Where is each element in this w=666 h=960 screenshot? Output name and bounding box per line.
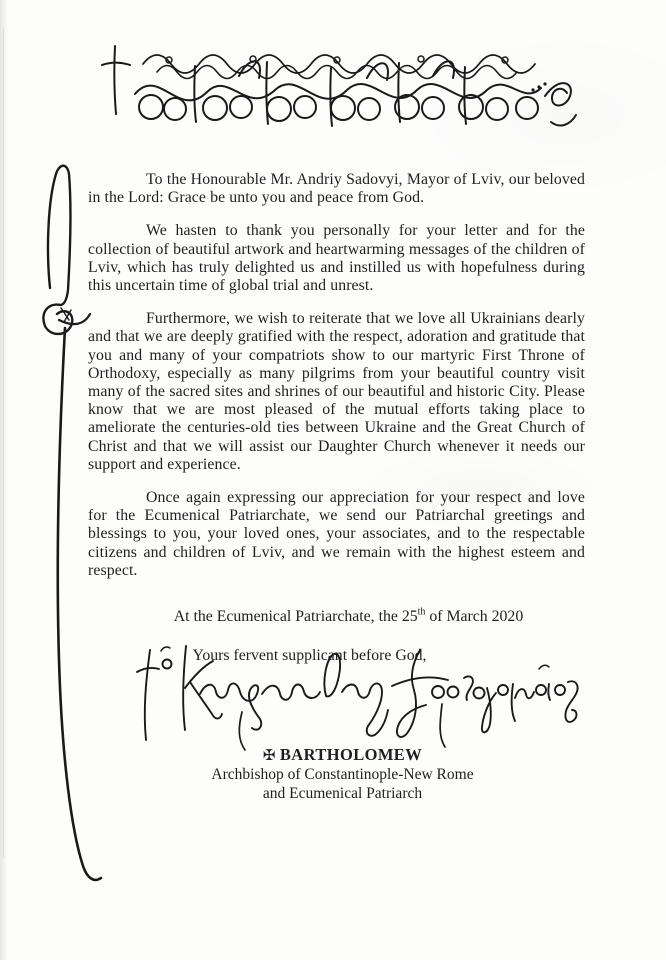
dateline <box>88 607 585 626</box>
dateline-suffix: of March 2020 <box>425 608 524 626</box>
letter-body <box>88 171 585 803</box>
cross-icon: ✠ <box>262 748 276 765</box>
patriarchal-calligraphy-letterhead <box>98 36 578 132</box>
signatory-name <box>100 745 585 766</box>
signatory-title-line-1: Archbishop of Constantinople-New Rome <box>211 766 474 784</box>
letter-paragraph-2: We hasten to thank you personally for your letter and for the collection of beautiful artwork and heartwarming messages of the children of Lviv, which has truly delighted us and instilled us with hopefulness during this uncertain time of global trial and unrest. <box>88 222 585 295</box>
letter-paragraph-3: Furthermore, we wish to reiterate that we love all Ukrainians dearly and that we are deeply gratified with the respect, adoration and gratitude that you and many of your compatriots show to our martyric First Throne of Orthodoxy, especially as many pilgrims from your beautiful country visit many of the sacred sites and shrines of our beautiful and historic City. Please know that we are most pleased of the mutual efforts taking place to ameliorate the centuries-old ties between Ukraine and the Great Church of Christ and that we will assist our Daughter Church whenever it needs our support and experience. <box>88 310 585 473</box>
letter-paragraph-4: Once again expressing our appreciation for your respect and love for the Ecumenical Patriarchate, we send our Patriarchal greetings and blessings to you, your loved ones, your associates, and to the respectable citizens and children of Lviv, and we remain with the highest esteem and respect. <box>88 489 585 579</box>
signatory-name-text: BARTHOLOMEW <box>279 745 423 765</box>
dateline-prefix: At the Ecumenical Patriarchate, the 25 <box>173 608 418 626</box>
signature-block <box>88 745 585 803</box>
signatory-title-line-2: and Ecumenical Patriarch <box>262 784 423 802</box>
valediction: Yours fervent supplicant before God, <box>192 647 427 665</box>
scan-edge-line <box>3 28 4 858</box>
dateline-ordinal: th <box>417 606 426 618</box>
letter-paragraph-1: To the Honourable Mr. Andriy Sadovyi, Mayor of Lviv, our beloved in the Lord: Grace be unto you and peace from God. <box>88 171 585 207</box>
